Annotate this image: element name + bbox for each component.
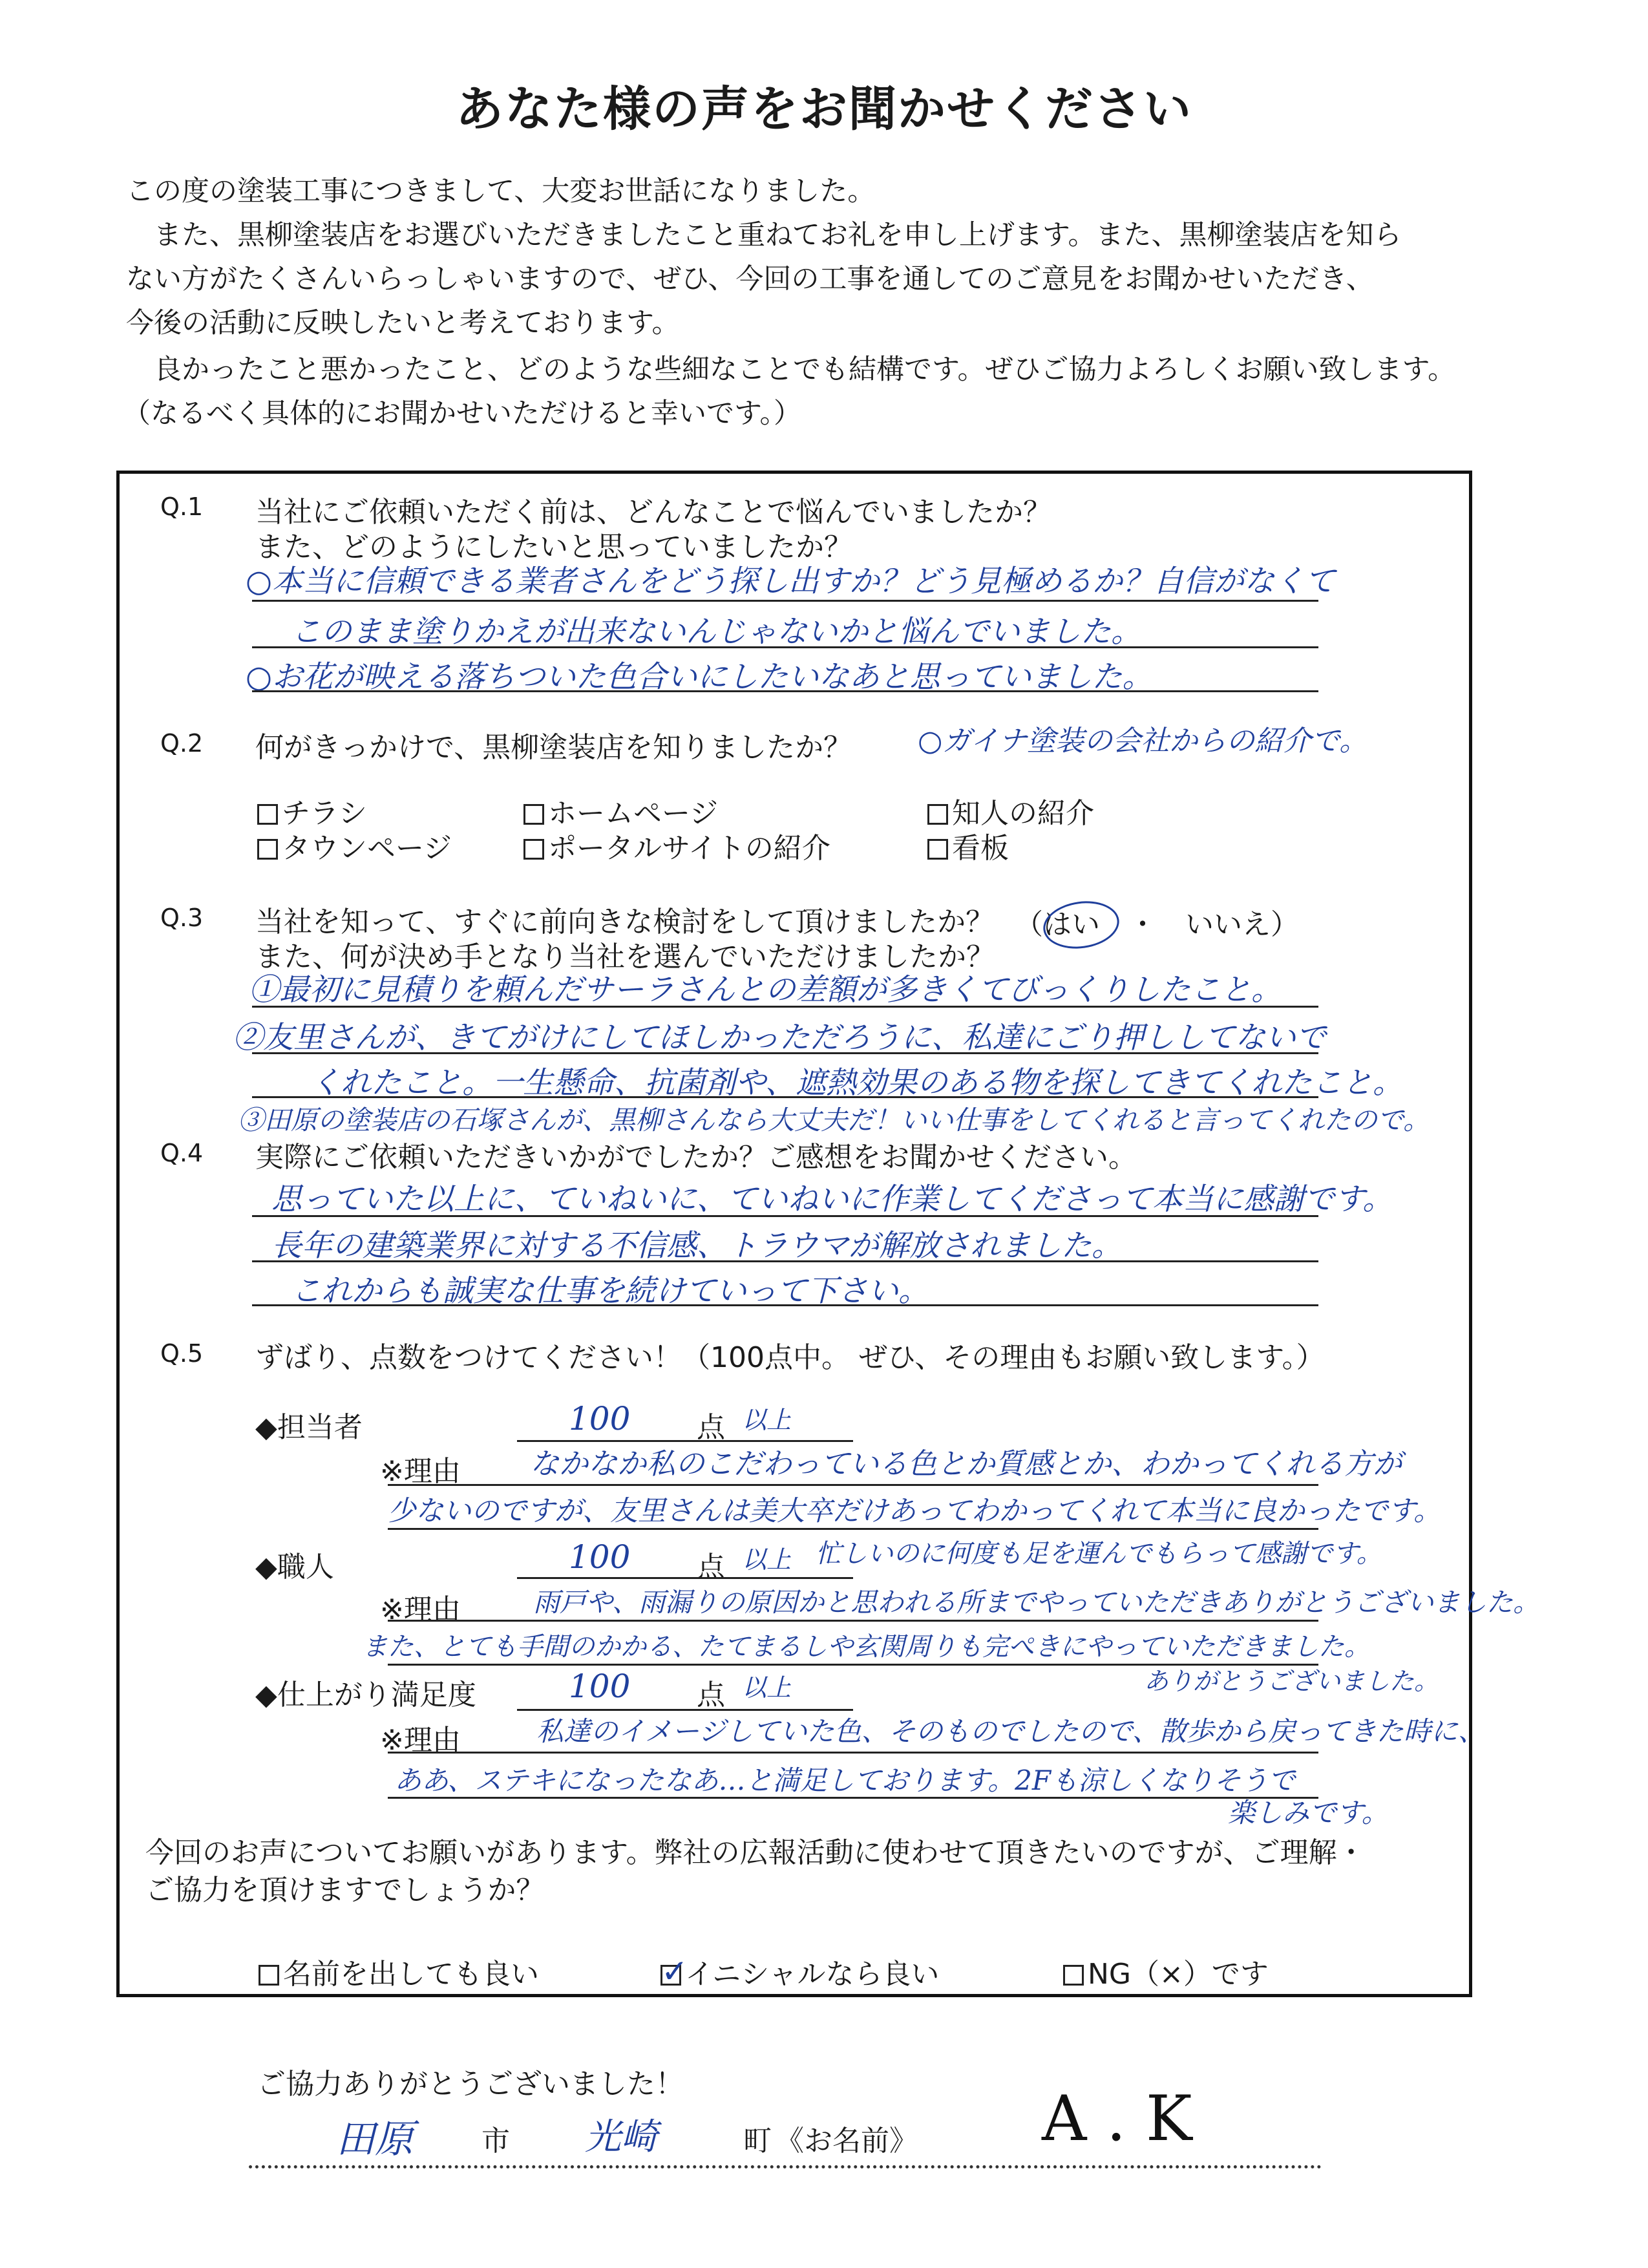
request-option [660, 1951, 939, 1992]
request-option [1063, 1951, 1269, 1992]
q1-answer: このまま塗りかえが出来ないんじゃないかと悩んでいました。 [291, 614, 1141, 650]
q5-reason: ああ、ステキになったなあ…と満足しております。2Fも涼しくなりそうで [394, 1765, 1295, 1796]
city-value: 田原 [336, 2117, 414, 2162]
q2-option-label: ポータルサイトの紹介 [548, 832, 830, 865]
thanks-text: ご協力ありがとうございました！ [257, 2068, 684, 2101]
q2-option [523, 825, 830, 866]
request-option [259, 1951, 539, 1992]
answer-line [252, 1215, 1318, 1217]
q4-text: 実際にご依頼いただきいかがでしたか？ご感想をお聞かせください。 [255, 1141, 1137, 1174]
reason-label: ※理由 [380, 1724, 461, 1757]
q2-option-label: 知人の紹介 [952, 797, 1094, 830]
q5-reason: また、とても手間のかかる、たてまるしや玄関周りも完ぺきにやっていただきました。 [362, 1632, 1370, 1662]
q5-score: 100 [569, 1400, 631, 1437]
request-text: 今回のお声についてお願いがあります。弊社の広報活動に使わせて頂きたいのですが、ご理解・ [145, 1836, 1366, 1869]
q5-reason: 雨戸や、雨漏りの原因かと思われる所までやっていただきありがとうございました。 [533, 1587, 1540, 1618]
q3-number: Q.3 [160, 904, 204, 932]
q2-text: 何がきっかけで、黒柳塗装店を知りましたか？ [255, 731, 852, 764]
checkbox-icon[interactable] [257, 804, 278, 825]
town-label: 町 [743, 2125, 772, 2157]
checkbox-checked-icon[interactable] [660, 1965, 681, 1986]
q3-answer: ②友里さんが、きてがけにしてほしかっただろうに、私達にごり押ししてないで [233, 1020, 1326, 1055]
q3-answer: くれたこと。一生懸命、抗菌剤や、遮熱効果のある物を探してきてくれたこと。 [310, 1065, 1404, 1101]
q5-item-label: ◆仕上がり満足度 [255, 1679, 476, 1712]
q5-extra-comment: 忙しいのに何度も足を運んでもらって感謝です。 [816, 1539, 1382, 1569]
point-label: 点 [697, 1411, 725, 1444]
intro-line: また、黒柳塗装店をお選びいただきましたこと重ねてお礼を申し上げます。また、黒柳塗装店を知ら [126, 219, 1402, 251]
q2-option-label: タウンページ [282, 832, 452, 865]
q5-reason: 私達のイメージしていた色、そのものでしたので、散歩から戻ってきた時に、 [536, 1715, 1485, 1747]
q5-item-label: ◆担当者 [255, 1411, 363, 1444]
city-label: 市 [481, 2125, 510, 2157]
q5-reason: 楽しみです。 [1228, 1797, 1389, 1828]
name-value: A . K [1042, 2083, 1192, 2155]
q1-answer: ○本当に信頼できる業者さんをどう探し出すか？どう見極めるか？自信がなくて [246, 564, 1336, 599]
answer-line [252, 646, 1318, 648]
answer-line [388, 1797, 1318, 1799]
intro-line: この度の塗装工事につきまして、大変お世話になりました。 [126, 175, 876, 207]
town-value: 光崎 [585, 2116, 657, 2158]
answer-line [388, 1620, 1318, 1622]
score-note: 以上 [742, 1673, 792, 1702]
point-label: 点 [697, 1551, 725, 1584]
q4-answer: 長年の建築業界に対する不信感、トラウマが解放されました。 [271, 1228, 1122, 1264]
reason-label: ※理由 [380, 1593, 461, 1626]
q4-number: Q.4 [160, 1139, 204, 1167]
q2-option [257, 825, 452, 866]
checkbox-icon[interactable] [927, 804, 948, 825]
q3-answer: ③田原の塗装店の石塚さんが、黒柳さんなら大丈夫だ！いい仕事をしてくれると言ってくれたので。 [238, 1105, 1430, 1136]
q5-item-label: ◆職人 [255, 1551, 334, 1584]
q5-reason: なかなか私のこだわっている色とか質感とか、わかってくれる方が [530, 1447, 1402, 1481]
intro-line: 今後の活動に反映したいと考えております。 [126, 307, 680, 339]
q2-option [927, 825, 1009, 866]
checkbox-icon[interactable] [523, 839, 544, 860]
request-option-label: 名前を出しても良い [283, 1958, 539, 1991]
score-line [517, 1577, 853, 1579]
answer-line [388, 1752, 1318, 1754]
q5-reason: 少ないのですが、友里さんは美大卒だけあってわかってくれて本当に良かったです。 [388, 1495, 1442, 1527]
answer-line [252, 1096, 1318, 1098]
answer-line [388, 1484, 1318, 1486]
request-option-label: イニシャルなら良い [685, 1958, 940, 1991]
q4-answer: 思っていた以上に、ていねいに、ていねいに作業してくださって本当に感謝です。 [271, 1182, 1393, 1217]
answer-line [252, 1006, 1318, 1008]
q2-option-label: チラシ [282, 797, 367, 830]
answer-line [252, 690, 1318, 692]
q4-answer: これからも誠実な仕事を続けていって下さい。 [291, 1273, 929, 1309]
q5-score: 100 [569, 1538, 631, 1576]
q2-option-label: 看板 [952, 832, 1009, 865]
score-note: 以上 [742, 1406, 792, 1434]
request-text: ご協力を頂けますでしょうか？ [145, 1874, 545, 1907]
q3-text: 当社を知って、すぐに前向きな検討をして頂けましたか？ [255, 906, 995, 938]
q3-choice: （はい ・ いいえ） [1015, 908, 1299, 941]
q1-text: また、どのようにしたいと思っていましたか？ [255, 531, 852, 564]
q1-number: Q.1 [160, 493, 204, 521]
intro-line: 良かったこと悪かったこと、どのような些細なことでも結構です。ぜひご協力よろしくお願い致します。 [126, 354, 1456, 386]
score-note: 以上 [742, 1545, 792, 1574]
answer-line [252, 1260, 1318, 1262]
checkbox-icon[interactable] [523, 804, 544, 825]
intro-line: （なるべく具体的にお聞かせいただけると幸いです。） [123, 397, 802, 430]
answer-line [388, 1528, 1318, 1530]
q2-answer: ○ガイナ塗装の会社からの紹介で。 [918, 725, 1368, 758]
reason-label: ※理由 [380, 1455, 461, 1488]
q2-number: Q.2 [160, 729, 204, 758]
q2-option-label: ホームページ [548, 797, 719, 830]
q3-text: また、何が決め手となり当社を選んでいただけましたか？ [255, 940, 995, 973]
q5-score: 100 [569, 1668, 631, 1705]
request-option-label: NG（×）です [1088, 1958, 1269, 1991]
checkbox-icon[interactable] [927, 839, 948, 860]
checkbox-icon[interactable] [1063, 1965, 1084, 1986]
name-label: 《お名前》 [776, 2125, 918, 2157]
q3-answer: ①最初に見積りを頼んだサーラさんとの差額が多きくてびっくりしたこと。 [249, 972, 1282, 1008]
checkbox-icon[interactable] [257, 839, 278, 860]
q5-reason: ありがとうございました。 [1144, 1667, 1439, 1695]
q5-text: ずばり、点数をつけてください！（100点中。 ぜひ、その理由もお願い致します。） [255, 1341, 1325, 1374]
q1-answer: ○お花が映える落ちついた色合いにしたいなあと思っていました。 [246, 659, 1153, 695]
answer-line [252, 1052, 1318, 1054]
signature-line [249, 2165, 1322, 2168]
q5-number: Q.5 [160, 1339, 204, 1368]
checkbox-icon[interactable] [259, 1965, 279, 1986]
point-label: 点 [697, 1679, 725, 1712]
intro-line: ない方がたくさんいらっしゃいますので、ぜひ、今回の工事を通してのご意見をお聞かせいただき、 [126, 263, 1374, 295]
page-title: あなた様の声をお聞かせください [456, 81, 1192, 137]
answer-line [252, 600, 1318, 602]
q1-text: 当社にご依頼いただく前は、どんなことで悩んでいましたか？ [255, 496, 1051, 529]
answer-line [252, 1304, 1318, 1306]
